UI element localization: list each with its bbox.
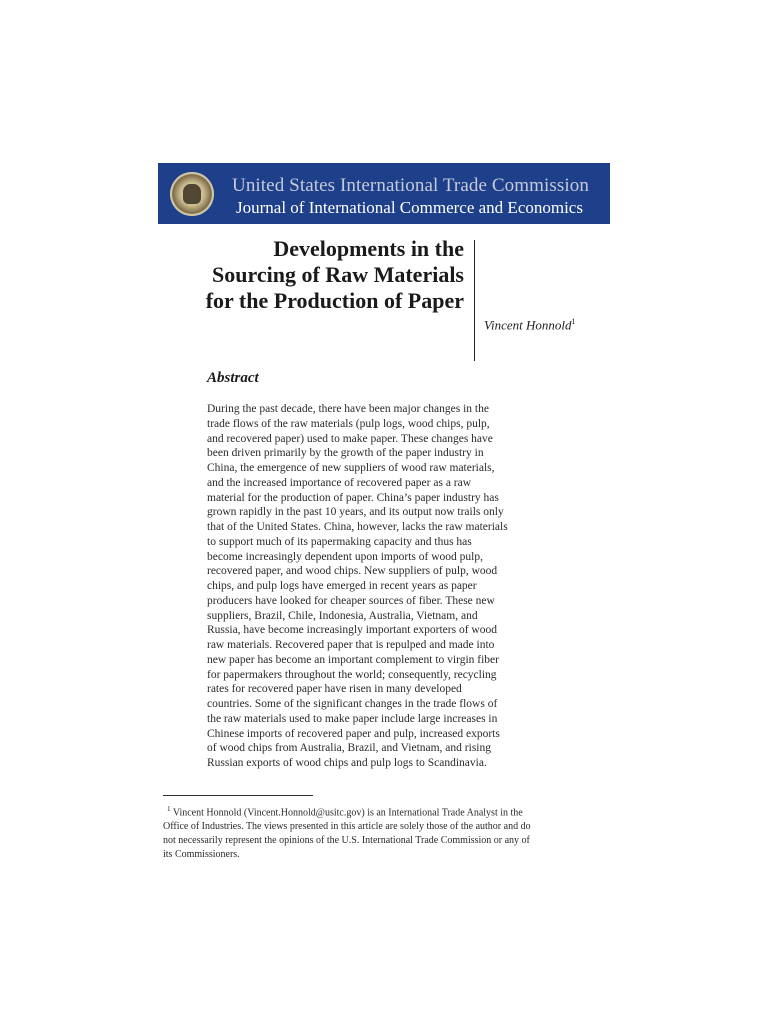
abstract-line: for papermakers throughout the world; consequently, recycling	[207, 668, 497, 681]
abstract-line: recovered paper, and wood chips. New suppliers of pulp, wood	[207, 565, 498, 578]
abstract-line: that of the United States. China, however, lacks the raw materials	[207, 521, 508, 533]
footnote-line: its Commissioners.	[163, 849, 240, 861]
abstract-line: rates for recovered paper have risen in many developed	[207, 683, 462, 696]
abstract-line: Russia, have become increasingly important exporters of wood	[207, 624, 497, 637]
abstract-line: the raw materials used to make paper include large increases in	[207, 712, 498, 725]
abstract-line: been driven primarily by the growth of the paper industry in	[207, 447, 484, 460]
abstract-line: chips, and pulp logs have emerged in recent years as paper	[207, 580, 477, 592]
footnote-mark: 1	[167, 805, 171, 813]
footnote-line	[163, 802, 607, 820]
author-name	[484, 317, 576, 333]
abstract-line: trade flows of the raw materials (pulp logs, wood chips, pulp,	[207, 417, 490, 430]
abstract-line: grown rapidly in the past 10 years, and its output now trails only	[207, 506, 504, 519]
abstract-line: raw materials. Recovered paper that is repulped and made into	[207, 639, 495, 651]
banner-title: United States International Trade Commission	[232, 175, 589, 196]
title-line: Sourcing of Raw Materials	[212, 262, 464, 287]
author-footnote-mark: 1	[571, 317, 576, 326]
abstract-body	[207, 402, 562, 771]
abstract-line: material for the production of paper. China’s paper industry has	[207, 491, 499, 504]
footnote	[163, 802, 607, 862]
abstract-line: countries. Some of the significant changes in the trade flows of	[207, 698, 498, 710]
abstract-line: producers have looked for cheaper sources of fiber. These new	[207, 594, 495, 607]
usitc-seal-icon	[170, 172, 214, 216]
abstract-line: and recovered paper) used to make paper. These changes have	[207, 432, 493, 445]
abstract-line: China, the emergence of new suppliers of wood raw materials,	[207, 462, 495, 474]
footnote-line: not necessarily represent the opinions of the U.S. International Trade Commission or any of	[163, 835, 530, 847]
abstract-line: Russian exports of wood chips and pulp logs to Scandinavia.	[207, 757, 487, 769]
banner-subtitle: Journal of International Commerce and Economics	[236, 198, 583, 217]
abstract-line: During the past decade, there have been major changes in the	[207, 403, 489, 415]
title-line: for the Production of Paper	[205, 288, 464, 313]
abstract-line: of wood chips from Australia, Brazil, and Vietnam, and rising	[207, 742, 491, 755]
title-line: Developments in the	[273, 236, 464, 261]
abstract-line: and the increased importance of recovered paper as a raw	[207, 476, 472, 489]
title-divider	[474, 240, 475, 361]
abstract-line: to support much of its papermaking capacity and thus has	[207, 535, 472, 548]
footnote-divider	[163, 795, 313, 796]
abstract-line: become increasingly dependent upon imports of wood pulp,	[207, 550, 483, 563]
footnote-line-text: Vincent Honnold (Vincent.Honnold@usitc.gov) is an International Trade Analyst in the	[172, 807, 523, 819]
seal-emblem	[183, 184, 201, 204]
abstract-line: new paper has become an important complement to virgin fiber	[207, 653, 499, 666]
author-text: Vincent Honnold	[484, 317, 572, 333]
journal-banner	[158, 163, 610, 224]
footnote-line: Office of Industries. The views presented in this article are solely those of the author and do	[163, 821, 531, 833]
abstract-heading: Abstract	[207, 370, 259, 386]
abstract-line: Chinese imports of recovered paper and pulp, increased exports	[207, 727, 500, 740]
abstract-line: suppliers, Brazil, Chile, Indonesia, Australia, Vietnam, and	[207, 609, 478, 622]
article-title	[124, 236, 464, 314]
